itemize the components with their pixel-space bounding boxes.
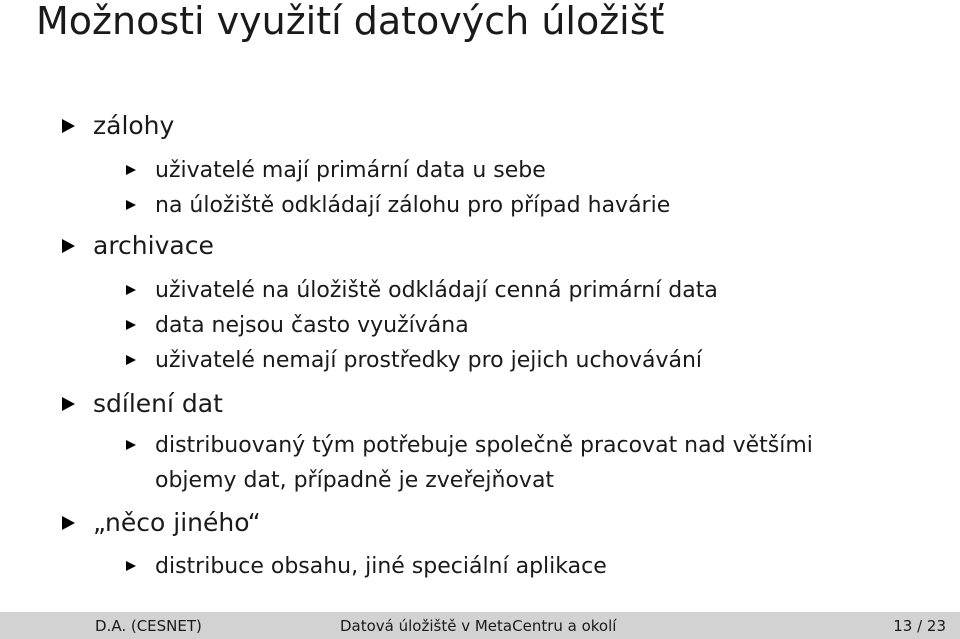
sub-bullet-item [126,188,886,223]
triangle-bullet-icon [126,561,136,571]
triangle-bullet-icon [126,285,136,295]
sub-bullet-item [126,343,886,378]
footer-author: D.A. (CESNET) [95,617,202,635]
sub-bullet-item [126,549,886,584]
triangle-bullet-icon [126,440,136,450]
bullet-text: zálohy [93,111,175,140]
bullet-item [62,389,223,419]
sub-bullet-item [126,308,886,343]
slide-title: Možnosti využití datových úložišť [36,0,665,43]
sub-bullet-item [126,273,886,308]
bullet-text: archivace [93,231,214,260]
footer-title: Datová úložiště v MetaCentru a okolí [340,617,617,635]
bullet-text: „něco jiného“ [93,508,261,537]
triangle-bullet-icon [126,200,136,210]
footer-bar [0,612,960,639]
sub-bullet-item [126,428,886,498]
sub-bullet-text: na úložiště odkládají zálohu pro případ havárie [155,193,671,218]
sub-bullet-text: uživatelé nemají prostředky pro jejich uchovávání [155,348,703,373]
triangle-bullet-icon [62,397,75,411]
footer-page-number: 13 / 23 [893,617,946,635]
sub-bullet-text: distribuovaný tým potřebuje společně pracovat nad většími objemy dat, případně je zveřejňovat [155,433,813,493]
sub-bullet-text: uživatelé mají primární data u sebe [155,158,546,183]
bullet-item [62,508,261,538]
sub-bullet-item [126,153,886,188]
sub-bullet-text: distribuce obsahu, jiné speciální aplikace [155,554,607,579]
triangle-bullet-icon [62,239,75,253]
sub-bullet-text: data nejsou často využívána [155,313,469,338]
bullet-text: sdílení dat [93,389,223,418]
sub-bullet-text: uživatelé na úložiště odkládají cenná primární data [155,278,718,303]
triangle-bullet-icon [62,516,75,530]
bullet-item [62,231,214,261]
triangle-bullet-icon [62,119,75,133]
triangle-bullet-icon [126,165,136,175]
bullet-item [62,111,174,141]
triangle-bullet-icon [126,320,136,330]
triangle-bullet-icon [126,355,136,365]
